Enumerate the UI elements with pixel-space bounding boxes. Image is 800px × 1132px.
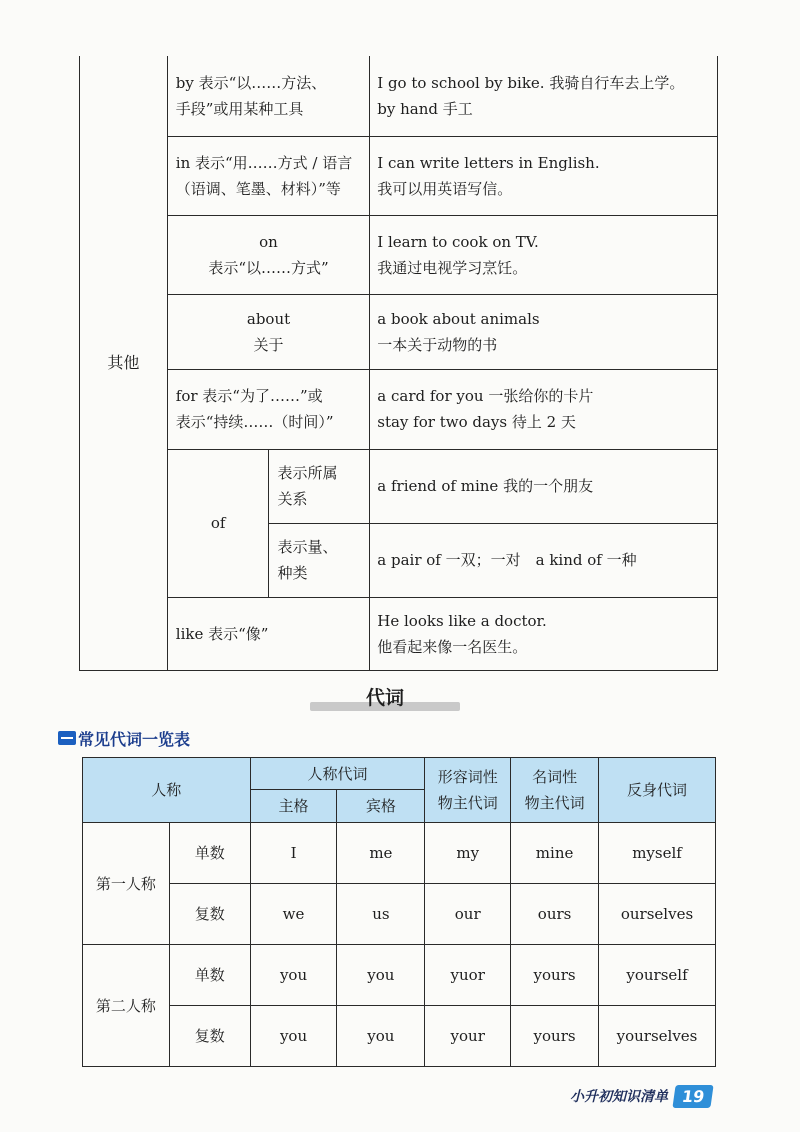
subheading-text: 常见代词一览表 xyxy=(78,729,191,749)
category-cell: 其他 xyxy=(80,56,168,670)
usage-cell: by 表示“以……方法、 手段”或用某种工具 xyxy=(167,56,370,136)
pronoun-cell: us xyxy=(337,884,425,945)
table-row xyxy=(83,945,716,1006)
pronoun-cell: our xyxy=(425,884,511,945)
table-row xyxy=(80,215,718,294)
example-cell: I can write letters in English. 我可以用英语写信。 xyxy=(370,136,718,215)
table-row xyxy=(80,449,718,523)
header-personal-pronoun: 人称代词 xyxy=(250,758,425,790)
pronoun-cell: you xyxy=(250,945,337,1006)
example-cell: a friend of mine 我的一个朋友 xyxy=(370,449,718,523)
preposition-table xyxy=(79,56,718,671)
header-person: 人称 xyxy=(83,758,251,823)
footer-label: 小升初知识清单 xyxy=(570,1089,668,1105)
table-row xyxy=(83,823,716,884)
of-usage-cell: 表示量、 种类 xyxy=(269,523,370,597)
header-subject: 主格 xyxy=(250,790,337,823)
pronoun-cell: your xyxy=(425,1006,511,1067)
person-cell: 第二人称 xyxy=(83,945,170,1067)
table-row xyxy=(80,136,718,215)
pronoun-cell: yours xyxy=(511,1006,599,1067)
pronoun-cell: you xyxy=(337,1006,425,1067)
example-cell: I go to school by bike. 我骑自行车去上学。 by hand 手工 xyxy=(370,56,718,136)
pronoun-cell: yuor xyxy=(425,945,511,1006)
number-cell: 单数 xyxy=(169,945,250,1006)
usage-cell: for 表示“为了……”或 表示“持续……（时间）” xyxy=(167,369,370,449)
pronoun-cell: we xyxy=(250,884,337,945)
section-title xyxy=(310,685,460,715)
pronoun-cell: my xyxy=(425,823,511,884)
example-cell: I learn to cook on TV. 我通过电视学习烹饪。 xyxy=(370,215,718,294)
page-number: 19 xyxy=(672,1085,713,1108)
table-row xyxy=(80,294,718,369)
pronoun-cell: myself xyxy=(599,823,716,884)
number-cell: 复数 xyxy=(169,1006,250,1067)
pronoun-cell: I xyxy=(250,823,337,884)
section-title-text: 代词 xyxy=(365,687,404,709)
pronoun-table xyxy=(82,757,716,1067)
header-object: 宾格 xyxy=(337,790,425,823)
pronoun-cell: ourselves xyxy=(599,884,716,945)
example-cell: He looks like a doctor. 他看起来像一名医生。 xyxy=(370,597,718,670)
header-row xyxy=(83,758,716,790)
table-row xyxy=(80,56,718,136)
pronoun-cell: ours xyxy=(511,884,599,945)
page-footer xyxy=(570,1083,712,1109)
pronoun-cell: me xyxy=(337,823,425,884)
number-cell: 复数 xyxy=(169,884,250,945)
example-cell: a pair of 一双；一对 a kind of 一种 xyxy=(370,523,718,597)
section-marker-icon xyxy=(58,731,76,745)
of-usage-cell: 表示所属 关系 xyxy=(269,449,370,523)
usage-cell: about 关于 xyxy=(167,294,370,369)
table-row xyxy=(83,884,716,945)
subheading xyxy=(58,726,190,750)
pronoun-cell: yours xyxy=(511,945,599,1006)
person-cell: 第一人称 xyxy=(83,823,170,945)
pronoun-cell: you xyxy=(337,945,425,1006)
number-cell: 单数 xyxy=(169,823,250,884)
table-row xyxy=(83,1006,716,1067)
header-noun-possessive: 名词性 物主代词 xyxy=(511,758,599,823)
usage-cell: like 表示“像” xyxy=(167,597,370,670)
header-reflexive: 反身代词 xyxy=(599,758,716,823)
pronoun-cell: yourself xyxy=(599,945,716,1006)
usage-cell: in 表示“用……方式 / 语言 （语调、笔墨、材料）”等 xyxy=(167,136,370,215)
example-cell: a book about animals 一本关于动物的书 xyxy=(370,294,718,369)
header-adj-possessive: 形容词性 物主代词 xyxy=(425,758,511,823)
table-row xyxy=(80,369,718,449)
of-cell: of xyxy=(167,449,269,597)
usage-cell: on 表示“以……方式” xyxy=(167,215,370,294)
pronoun-cell: yourselves xyxy=(599,1006,716,1067)
pronoun-cell: mine xyxy=(511,823,599,884)
example-cell: a card for you 一张给你的卡片 stay for two days 待上 2 天 xyxy=(370,369,718,449)
pronoun-cell: you xyxy=(250,1006,337,1067)
table-row xyxy=(80,597,718,670)
